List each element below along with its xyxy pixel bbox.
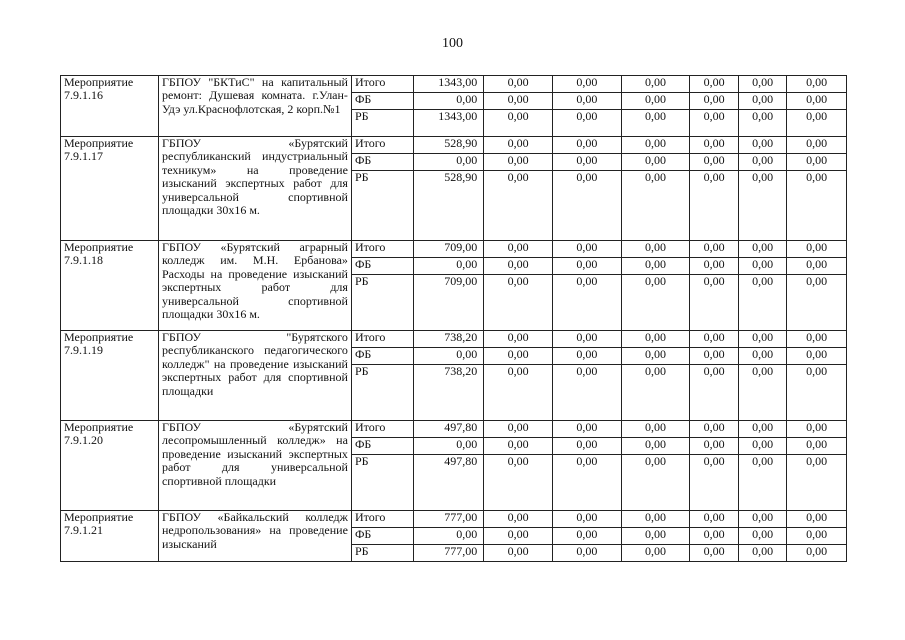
amount-cell: 0,00 [552, 93, 621, 110]
funding-source-cell: Итого [351, 76, 413, 93]
description-cell: ГБПОУ «Байкальский колледж недропользования» на проведение изысканий [158, 511, 351, 562]
amount-cell: 0,00 [690, 348, 738, 365]
amount-cell: 0,00 [787, 545, 847, 562]
table-row [61, 331, 847, 348]
total-amount-cell: 0,00 [413, 93, 484, 110]
amount-cell: 0,00 [738, 365, 786, 421]
amount-cell: 0,00 [738, 455, 786, 511]
amount-cell: 0,00 [787, 348, 847, 365]
amount-cell: 0,00 [621, 154, 690, 171]
amount-cell: 0,00 [738, 258, 786, 275]
amount-cell: 0,00 [738, 545, 786, 562]
amount-cell: 0,00 [690, 76, 738, 93]
amount-cell: 0,00 [621, 421, 690, 438]
amount-cell: 0,00 [738, 528, 786, 545]
amount-cell: 0,00 [738, 110, 786, 137]
total-amount-cell: 497,80 [413, 455, 484, 511]
amount-cell: 0,00 [787, 110, 847, 137]
total-amount-cell: 1343,00 [413, 76, 484, 93]
amount-cell: 0,00 [621, 365, 690, 421]
description-cell: ГБПОУ "Бурятского республиканского педагогического колледж" на проведение изысканий экспертных работ для спортивной площадки [158, 331, 351, 421]
funding-source-cell: РБ [351, 110, 413, 137]
amount-cell: 0,00 [690, 421, 738, 438]
amount-cell: 0,00 [690, 331, 738, 348]
amount-cell: 0,00 [787, 511, 847, 528]
funding-source-cell: РБ [351, 545, 413, 562]
funding-source-cell: РБ [351, 365, 413, 421]
amount-cell: 0,00 [552, 365, 621, 421]
amount-cell: 0,00 [738, 511, 786, 528]
amount-cell: 0,00 [690, 438, 738, 455]
amount-cell: 0,00 [787, 93, 847, 110]
amount-cell: 0,00 [690, 545, 738, 562]
funding-source-cell: ФБ [351, 93, 413, 110]
amount-cell: 0,00 [484, 421, 553, 438]
total-amount-cell: 777,00 [413, 511, 484, 528]
amount-cell: 0,00 [552, 171, 621, 241]
total-amount-cell: 0,00 [413, 154, 484, 171]
amount-cell: 0,00 [787, 241, 847, 258]
amount-cell: 0,00 [484, 110, 553, 137]
amount-cell: 0,00 [690, 137, 738, 154]
amount-cell: 0,00 [484, 528, 553, 545]
amount-cell: 0,00 [621, 76, 690, 93]
funding-source-cell: Итого [351, 137, 413, 154]
funding-source-cell: Итого [351, 331, 413, 348]
amount-cell: 0,00 [484, 455, 553, 511]
amount-cell: 0,00 [484, 137, 553, 154]
amount-cell: 0,00 [621, 545, 690, 562]
amount-cell: 0,00 [552, 348, 621, 365]
funding-source-cell: ФБ [351, 438, 413, 455]
funding-source-cell: ФБ [351, 258, 413, 275]
amount-cell: 0,00 [621, 110, 690, 137]
amount-cell: 0,00 [484, 365, 553, 421]
amount-cell: 0,00 [621, 438, 690, 455]
amount-cell: 0,00 [787, 455, 847, 511]
total-amount-cell: 777,00 [413, 545, 484, 562]
amount-cell: 0,00 [690, 154, 738, 171]
amount-cell: 0,00 [621, 241, 690, 258]
amount-cell: 0,00 [787, 331, 847, 348]
activity-cell: Мероприятие 7.9.1.18 [61, 241, 159, 331]
amount-cell: 0,00 [552, 331, 621, 348]
table-row [61, 137, 847, 154]
funding-source-cell: ФБ [351, 528, 413, 545]
amount-cell: 0,00 [484, 511, 553, 528]
amount-cell: 0,00 [690, 258, 738, 275]
total-amount-cell: 738,20 [413, 331, 484, 348]
funding-source-cell: Итого [351, 511, 413, 528]
activity-cell: Мероприятие 7.9.1.21 [61, 511, 159, 562]
description-cell: ГБПОУ «Бурятский аграрный колледж им. М.Н. Ербанова» Расходы на проведение изысканий экспертных работ для универсальной спортивной площадки 30х16 м. [158, 241, 351, 331]
amount-cell: 0,00 [484, 241, 553, 258]
amount-cell: 0,00 [738, 241, 786, 258]
table-row [61, 421, 847, 438]
total-amount-cell: 709,00 [413, 275, 484, 331]
amount-cell: 0,00 [484, 545, 553, 562]
amount-cell: 0,00 [484, 348, 553, 365]
amount-cell: 0,00 [552, 455, 621, 511]
amount-cell: 0,00 [552, 421, 621, 438]
description-cell: ГБПОУ «Бурятский лесопромышленный колледж» на проведение изысканий экспертных работ для универсальной спортивной площадки [158, 421, 351, 511]
amount-cell: 0,00 [552, 511, 621, 528]
activity-cell: Мероприятие 7.9.1.16 [61, 76, 159, 137]
amount-cell: 0,00 [738, 76, 786, 93]
total-amount-cell: 738,20 [413, 365, 484, 421]
amount-cell: 0,00 [621, 511, 690, 528]
amount-cell: 0,00 [787, 438, 847, 455]
amount-cell: 0,00 [484, 275, 553, 331]
amount-cell: 0,00 [738, 348, 786, 365]
amount-cell: 0,00 [621, 171, 690, 241]
amount-cell: 0,00 [552, 275, 621, 331]
total-amount-cell: 528,90 [413, 171, 484, 241]
amount-cell: 0,00 [552, 528, 621, 545]
amount-cell: 0,00 [690, 241, 738, 258]
funding-source-cell: РБ [351, 171, 413, 241]
amount-cell: 0,00 [621, 528, 690, 545]
amount-cell: 0,00 [552, 137, 621, 154]
funding-source-cell: РБ [351, 275, 413, 331]
amount-cell: 0,00 [621, 348, 690, 365]
amount-cell: 0,00 [738, 93, 786, 110]
amount-cell: 0,00 [621, 331, 690, 348]
amount-cell: 0,00 [484, 154, 553, 171]
funding-source-cell: РБ [351, 455, 413, 511]
amount-cell: 0,00 [552, 154, 621, 171]
total-amount-cell: 528,90 [413, 137, 484, 154]
amount-cell: 0,00 [738, 154, 786, 171]
amount-cell: 0,00 [787, 258, 847, 275]
amount-cell: 0,00 [552, 258, 621, 275]
amount-cell: 0,00 [690, 110, 738, 137]
table-body [61, 76, 847, 562]
amount-cell: 0,00 [552, 76, 621, 93]
amount-cell: 0,00 [787, 365, 847, 421]
amount-cell: 0,00 [738, 137, 786, 154]
funding-source-cell: Итого [351, 241, 413, 258]
total-amount-cell: 709,00 [413, 241, 484, 258]
amount-cell: 0,00 [484, 76, 553, 93]
amount-cell: 0,00 [738, 438, 786, 455]
amount-cell: 0,00 [738, 171, 786, 241]
total-amount-cell: 0,00 [413, 438, 484, 455]
amount-cell: 0,00 [690, 93, 738, 110]
amount-cell: 0,00 [738, 275, 786, 331]
funding-source-cell: Итого [351, 421, 413, 438]
amount-cell: 0,00 [690, 455, 738, 511]
amount-cell: 0,00 [484, 438, 553, 455]
amount-cell: 0,00 [690, 275, 738, 331]
amount-cell: 0,00 [552, 110, 621, 137]
activity-cell: Мероприятие 7.9.1.19 [61, 331, 159, 421]
amount-cell: 0,00 [552, 545, 621, 562]
amount-cell: 0,00 [787, 76, 847, 93]
description-cell: ГБПОУ «Бурятский республиканский индустриальный техникум» на проведение изысканий экспертных работ для универсальной спортивной площадки 30х16 м. [158, 137, 351, 241]
amount-cell: 0,00 [484, 331, 553, 348]
amount-cell: 0,00 [738, 421, 786, 438]
amount-cell: 0,00 [552, 438, 621, 455]
amount-cell: 0,00 [690, 511, 738, 528]
activity-cell: Мероприятие 7.9.1.17 [61, 137, 159, 241]
amount-cell: 0,00 [690, 171, 738, 241]
total-amount-cell: 0,00 [413, 258, 484, 275]
amount-cell: 0,00 [787, 137, 847, 154]
amount-cell: 0,00 [787, 171, 847, 241]
activity-cell: Мероприятие 7.9.1.20 [61, 421, 159, 511]
table-row [61, 76, 847, 93]
page-number: 100 [442, 36, 463, 51]
amount-cell: 0,00 [621, 275, 690, 331]
amount-cell: 0,00 [738, 331, 786, 348]
amount-cell: 0,00 [787, 528, 847, 545]
amount-cell: 0,00 [484, 171, 553, 241]
amount-cell: 0,00 [552, 241, 621, 258]
description-cell: ГБПОУ "БКТиС" на капитальный ремонт: Душевая комната. г.Улан-Удэ ул.Краснофлотская, 2 корп.№1 [158, 76, 351, 137]
amount-cell: 0,00 [787, 154, 847, 171]
amount-cell: 0,00 [621, 93, 690, 110]
amount-cell: 0,00 [690, 528, 738, 545]
total-amount-cell: 0,00 [413, 348, 484, 365]
total-amount-cell: 0,00 [413, 528, 484, 545]
total-amount-cell: 497,80 [413, 421, 484, 438]
amount-cell: 0,00 [787, 421, 847, 438]
amount-cell: 0,00 [484, 258, 553, 275]
amount-cell: 0,00 [621, 137, 690, 154]
budget-table [60, 75, 847, 562]
amount-cell: 0,00 [484, 93, 553, 110]
amount-cell: 0,00 [787, 275, 847, 331]
amount-cell: 0,00 [621, 258, 690, 275]
table-row [61, 511, 847, 528]
table-row [61, 241, 847, 258]
funding-source-cell: ФБ [351, 348, 413, 365]
funding-source-cell: ФБ [351, 154, 413, 171]
amount-cell: 0,00 [690, 365, 738, 421]
amount-cell: 0,00 [621, 455, 690, 511]
total-amount-cell: 1343,00 [413, 110, 484, 137]
